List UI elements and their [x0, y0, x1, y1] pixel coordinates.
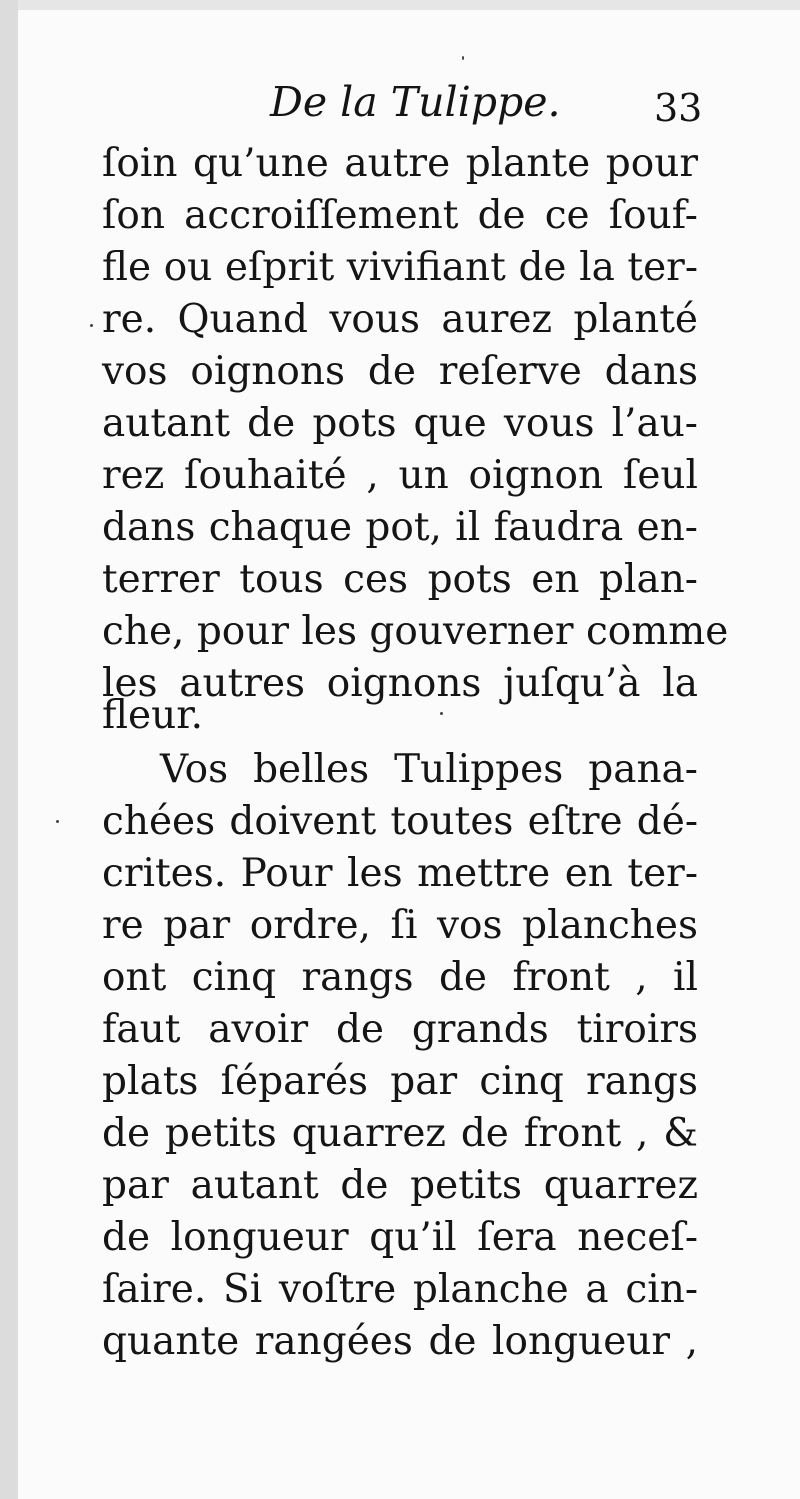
text-line: quante rangées de longueur , — [102, 1319, 698, 1364]
ink-speck — [440, 712, 443, 715]
page-gutter-shadow — [0, 0, 18, 1499]
text-line: fle ou eſprit vivifiant de la ter- — [102, 245, 698, 290]
text-line: crites. Pour les mettre en ter- — [102, 851, 698, 896]
text-line: ont cinq rangs de front , il — [102, 955, 698, 1000]
text-line: fleur. — [102, 693, 203, 738]
text-line: dans chaque pot, il faudra en- — [102, 505, 698, 550]
text-line: de petits quarrez de front , & — [102, 1111, 698, 1156]
text-line: vos oignons de reſerve dans — [102, 349, 698, 394]
text-line: re. Quand vous aurez planté — [102, 297, 698, 342]
text-line: ſaire. Si voſtre planche a cin- — [102, 1267, 698, 1312]
text-line: chées doivent toutes eſtre dé- — [102, 799, 698, 844]
text-line: re par ordre, ſi vos planches — [102, 903, 698, 948]
text-line: che, pour les gouverner comme — [102, 609, 729, 654]
ink-speck — [462, 56, 464, 60]
text-line: rez ſouhaité , un oignon ſeul — [102, 453, 698, 498]
text-line: autant de pots que vous l’au- — [102, 401, 698, 446]
text-line: terrer tous ces pots en plan- — [102, 557, 698, 602]
text-line: ſon accroiſſement de ce ſouf- — [102, 193, 698, 238]
page-number: 33 — [654, 86, 703, 130]
text-line: par autant de petits quarrez — [102, 1163, 698, 1208]
ink-speck — [90, 324, 93, 327]
text-line: de longueur qu’il ſera neceſ- — [102, 1215, 698, 1260]
text-line: ſoin qu’une autre plante pour — [102, 141, 698, 186]
text-line: faut avoir de grands tiroirs — [102, 1007, 698, 1052]
text-line: les autres oignons juſqu’à la — [102, 661, 698, 706]
page-top-edge — [0, 0, 800, 10]
paragraph-first-line: Vos belles Tulippes pana- — [160, 747, 698, 792]
running-head: De la Tulippe. — [270, 78, 561, 126]
ink-speck — [56, 820, 59, 823]
text-line: plats ſéparés par cinq rangs — [102, 1059, 698, 1104]
